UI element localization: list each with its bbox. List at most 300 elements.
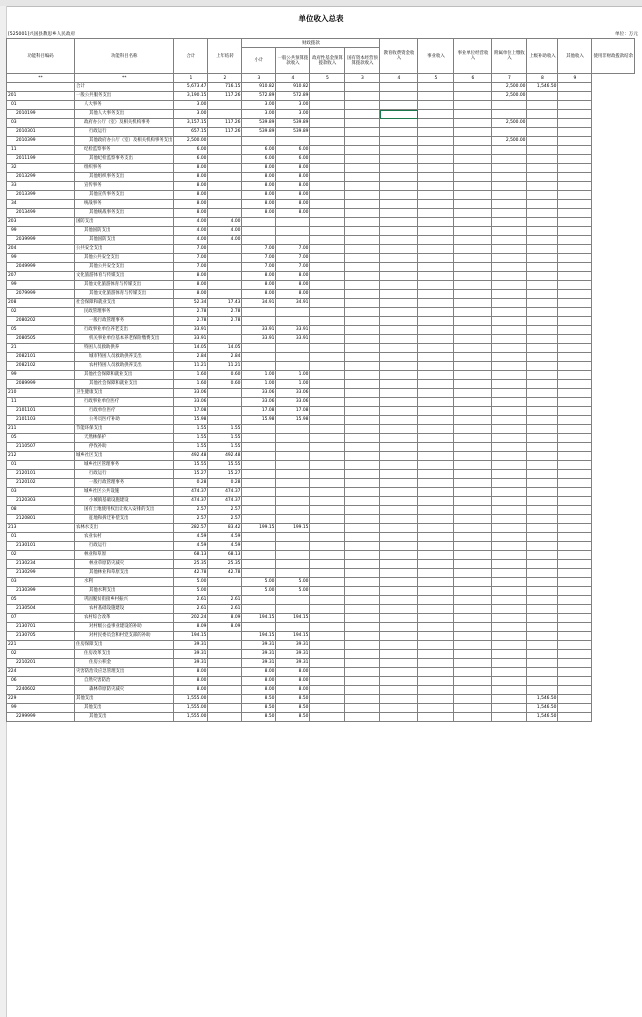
value-cell[interactable] — [527, 578, 558, 587]
value-cell[interactable]: 2,500.00 — [492, 119, 527, 128]
value-cell[interactable] — [380, 704, 418, 713]
value-cell[interactable] — [380, 641, 418, 650]
value-cell[interactable] — [454, 704, 492, 713]
value-cell[interactable]: 6.00 — [174, 155, 208, 164]
value-cell[interactable]: 39.31 — [276, 641, 310, 650]
value-cell[interactable] — [380, 362, 418, 371]
value-cell[interactable] — [492, 596, 527, 605]
value-cell[interactable] — [454, 533, 492, 542]
name-cell[interactable]: 森林草原防灾减灾 — [75, 686, 174, 695]
value-cell[interactable] — [527, 227, 558, 236]
value-cell[interactable]: 7.00 — [276, 263, 310, 272]
code-cell[interactable]: 224 — [7, 668, 75, 677]
value-cell[interactable] — [380, 263, 418, 272]
value-cell[interactable] — [276, 236, 310, 245]
value-cell[interactable] — [454, 164, 492, 173]
value-cell[interactable]: 539.89 — [242, 119, 276, 128]
value-cell[interactable]: 8.00 — [174, 209, 208, 218]
value-cell[interactable] — [242, 506, 276, 515]
value-cell[interactable] — [208, 155, 242, 164]
value-cell[interactable] — [527, 344, 558, 353]
value-cell[interactable] — [527, 659, 558, 668]
value-cell[interactable] — [242, 470, 276, 479]
value-cell[interactable] — [345, 326, 380, 335]
value-cell[interactable] — [492, 668, 527, 677]
value-cell[interactable] — [492, 497, 527, 506]
value-cell[interactable] — [558, 371, 592, 380]
value-cell[interactable]: 8.00 — [276, 272, 310, 281]
value-cell[interactable] — [454, 479, 492, 488]
value-cell[interactable] — [454, 335, 492, 344]
value-cell[interactable] — [527, 155, 558, 164]
value-cell[interactable]: 8.00 — [276, 677, 310, 686]
value-cell[interactable] — [454, 182, 492, 191]
value-cell[interactable] — [418, 308, 454, 317]
value-cell[interactable] — [276, 344, 310, 353]
value-cell[interactable] — [345, 425, 380, 434]
value-cell[interactable] — [492, 380, 527, 389]
value-cell[interactable] — [558, 551, 592, 560]
code-cell[interactable]: 2089999 — [7, 380, 75, 389]
value-cell[interactable] — [454, 524, 492, 533]
value-cell[interactable]: 202.24 — [174, 614, 208, 623]
value-cell[interactable]: 8.00 — [242, 677, 276, 686]
value-cell[interactable] — [208, 398, 242, 407]
value-cell[interactable]: 3.00 — [276, 101, 310, 110]
value-cell[interactable] — [345, 542, 380, 551]
value-cell[interactable] — [310, 488, 345, 497]
name-cell[interactable]: 公共安全支出 — [75, 245, 174, 254]
value-cell[interactable] — [242, 542, 276, 551]
value-cell[interactable] — [276, 542, 310, 551]
code-cell[interactable]: 21 — [7, 344, 75, 353]
value-cell[interactable] — [558, 227, 592, 236]
value-cell[interactable] — [527, 587, 558, 596]
code-cell[interactable]: 05 — [7, 596, 75, 605]
value-cell[interactable] — [310, 299, 345, 308]
value-cell[interactable] — [310, 641, 345, 650]
name-cell[interactable]: 统战事务 — [75, 200, 174, 209]
code-cell[interactable]: 2130234 — [7, 560, 75, 569]
value-cell[interactable] — [242, 434, 276, 443]
code-cell[interactable]: 229 — [7, 695, 75, 704]
value-cell[interactable] — [492, 407, 527, 416]
value-cell[interactable] — [418, 227, 454, 236]
value-cell[interactable]: 117.26 — [208, 128, 242, 137]
value-cell[interactable] — [418, 200, 454, 209]
code-cell[interactable]: 204 — [7, 245, 75, 254]
value-cell[interactable] — [454, 353, 492, 362]
code-cell[interactable]: 212 — [7, 452, 75, 461]
value-cell[interactable] — [310, 434, 345, 443]
value-cell[interactable] — [242, 461, 276, 470]
value-cell[interactable] — [418, 236, 454, 245]
value-cell[interactable]: 492.48 — [174, 452, 208, 461]
value-cell[interactable] — [208, 587, 242, 596]
value-cell[interactable]: 33.91 — [174, 326, 208, 335]
value-cell[interactable] — [527, 461, 558, 470]
value-cell[interactable] — [310, 596, 345, 605]
value-cell[interactable] — [558, 434, 592, 443]
code-cell[interactable]: 99 — [7, 371, 75, 380]
value-cell[interactable] — [558, 686, 592, 695]
value-cell[interactable] — [276, 461, 310, 470]
value-cell[interactable] — [310, 632, 345, 641]
name-cell[interactable]: 巩固脱贫衔接乡村振兴 — [75, 596, 174, 605]
value-cell[interactable]: 194.15 — [276, 632, 310, 641]
value-cell[interactable] — [527, 128, 558, 137]
value-cell[interactable] — [418, 497, 454, 506]
value-cell[interactable] — [345, 461, 380, 470]
value-cell[interactable]: 17.08 — [242, 407, 276, 416]
value-cell[interactable] — [492, 461, 527, 470]
value-cell[interactable] — [380, 398, 418, 407]
value-cell[interactable] — [310, 542, 345, 551]
value-cell[interactable] — [558, 704, 592, 713]
value-cell[interactable] — [418, 146, 454, 155]
value-cell[interactable] — [558, 128, 592, 137]
value-cell[interactable] — [454, 92, 492, 101]
name-cell[interactable]: 城市特困人员救助供养支出 — [75, 353, 174, 362]
name-cell[interactable]: 城乡社区公共设施 — [75, 488, 174, 497]
value-cell[interactable] — [310, 497, 345, 506]
value-cell[interactable] — [558, 398, 592, 407]
value-cell[interactable] — [418, 686, 454, 695]
value-cell[interactable] — [310, 218, 345, 227]
value-cell[interactable] — [310, 587, 345, 596]
value-cell[interactable] — [310, 371, 345, 380]
name-cell[interactable]: 城乡社区管理事务 — [75, 461, 174, 470]
value-cell[interactable] — [310, 101, 345, 110]
value-cell[interactable] — [310, 272, 345, 281]
name-cell[interactable]: 其他文化旅游体育与传媒支出 — [75, 281, 174, 290]
value-cell[interactable] — [492, 227, 527, 236]
value-cell[interactable] — [558, 119, 592, 128]
value-cell[interactable]: 1.60 — [174, 371, 208, 380]
value-cell[interactable]: 474.37 — [174, 488, 208, 497]
value-cell[interactable]: 42.78 — [174, 569, 208, 578]
value-cell[interactable] — [345, 713, 380, 722]
value-cell[interactable] — [492, 650, 527, 659]
value-cell[interactable] — [454, 587, 492, 596]
value-cell[interactable] — [418, 290, 454, 299]
value-cell[interactable] — [418, 182, 454, 191]
value-cell[interactable] — [380, 443, 418, 452]
value-cell[interactable] — [418, 713, 454, 722]
value-cell[interactable] — [527, 560, 558, 569]
value-cell[interactable] — [380, 416, 418, 425]
column-index-cell[interactable]: 1 — [174, 74, 208, 83]
value-cell[interactable] — [380, 686, 418, 695]
value-cell[interactable]: 33.91 — [276, 326, 310, 335]
column-index-cell[interactable]: 2 — [208, 74, 242, 83]
value-cell[interactable] — [242, 569, 276, 578]
value-cell[interactable] — [558, 335, 592, 344]
value-cell[interactable] — [208, 245, 242, 254]
value-cell[interactable] — [418, 488, 454, 497]
column-index-cell[interactable]: 4 — [276, 74, 310, 83]
value-cell[interactable]: 8.00 — [242, 191, 276, 200]
value-cell[interactable] — [242, 443, 276, 452]
value-cell[interactable] — [380, 218, 418, 227]
name-cell[interactable]: 民政管理事务 — [75, 308, 174, 317]
code-cell[interactable]: 06 — [7, 677, 75, 686]
value-cell[interactable] — [527, 308, 558, 317]
value-cell[interactable] — [418, 470, 454, 479]
value-cell[interactable] — [380, 128, 418, 137]
value-cell[interactable] — [454, 146, 492, 155]
value-cell[interactable]: 8.00 — [174, 200, 208, 209]
value-cell[interactable] — [208, 389, 242, 398]
value-cell[interactable] — [345, 407, 380, 416]
value-cell[interactable] — [345, 146, 380, 155]
value-cell[interactable] — [527, 281, 558, 290]
value-cell[interactable] — [527, 137, 558, 146]
value-cell[interactable] — [345, 263, 380, 272]
value-cell[interactable]: 6.00 — [276, 155, 310, 164]
value-cell[interactable]: 4.00 — [208, 218, 242, 227]
value-cell[interactable] — [345, 686, 380, 695]
value-cell[interactable] — [310, 560, 345, 569]
code-cell[interactable]: 11 — [7, 398, 75, 407]
value-cell[interactable]: 1,555.00 — [174, 713, 208, 722]
value-cell[interactable] — [558, 92, 592, 101]
name-cell[interactable]: 宣传事务 — [75, 182, 174, 191]
value-cell[interactable] — [418, 524, 454, 533]
column-index-cell[interactable]: 7 — [492, 74, 527, 83]
value-cell[interactable] — [380, 632, 418, 641]
value-cell[interactable]: 4.59 — [208, 533, 242, 542]
value-cell[interactable]: 5.00 — [276, 587, 310, 596]
name-cell[interactable]: 其他社会保障和就业支出 — [75, 380, 174, 389]
value-cell[interactable]: 2.78 — [174, 317, 208, 326]
value-cell[interactable] — [492, 155, 527, 164]
value-cell[interactable] — [345, 155, 380, 164]
name-cell[interactable]: 林业和草原 — [75, 551, 174, 560]
value-cell[interactable]: 6.00 — [242, 146, 276, 155]
value-cell[interactable] — [380, 506, 418, 515]
value-cell[interactable] — [492, 641, 527, 650]
code-cell[interactable]: 210 — [7, 389, 75, 398]
value-cell[interactable]: 11.21 — [208, 362, 242, 371]
value-cell[interactable] — [558, 254, 592, 263]
value-cell[interactable] — [242, 605, 276, 614]
code-cell[interactable]: 03 — [7, 119, 75, 128]
value-cell[interactable]: 8.50 — [276, 704, 310, 713]
value-cell[interactable] — [242, 317, 276, 326]
value-cell[interactable] — [418, 380, 454, 389]
value-cell[interactable] — [276, 425, 310, 434]
value-cell[interactable] — [345, 614, 380, 623]
value-cell[interactable] — [345, 605, 380, 614]
value-cell[interactable] — [345, 569, 380, 578]
value-cell[interactable] — [345, 650, 380, 659]
value-cell[interactable] — [558, 407, 592, 416]
code-cell[interactable]: 02 — [7, 551, 75, 560]
value-cell[interactable]: 4.59 — [174, 533, 208, 542]
value-cell[interactable] — [418, 569, 454, 578]
value-cell[interactable] — [492, 290, 527, 299]
value-cell[interactable] — [492, 551, 527, 560]
value-cell[interactable]: 33.91 — [242, 326, 276, 335]
value-cell[interactable]: 33.91 — [276, 335, 310, 344]
value-cell[interactable]: 4.00 — [174, 236, 208, 245]
value-cell[interactable] — [492, 164, 527, 173]
value-cell[interactable] — [345, 101, 380, 110]
value-cell[interactable] — [492, 389, 527, 398]
value-cell[interactable]: 4.59 — [174, 542, 208, 551]
code-cell[interactable]: 34 — [7, 200, 75, 209]
value-cell[interactable]: 8.00 — [242, 200, 276, 209]
value-cell[interactable] — [558, 263, 592, 272]
value-cell[interactable] — [558, 614, 592, 623]
value-cell[interactable] — [492, 263, 527, 272]
value-cell[interactable] — [310, 452, 345, 461]
value-cell[interactable] — [345, 641, 380, 650]
value-cell[interactable] — [310, 443, 345, 452]
value-cell[interactable]: 8.00 — [174, 182, 208, 191]
value-cell[interactable] — [276, 227, 310, 236]
value-cell[interactable] — [380, 533, 418, 542]
value-cell[interactable] — [242, 515, 276, 524]
value-cell[interactable] — [418, 551, 454, 560]
value-cell[interactable] — [380, 290, 418, 299]
name-cell[interactable]: 行政单位医疗 — [75, 407, 174, 416]
value-cell[interactable] — [208, 146, 242, 155]
value-cell[interactable]: 39.31 — [276, 650, 310, 659]
value-cell[interactable] — [345, 362, 380, 371]
value-cell[interactable] — [208, 686, 242, 695]
value-cell[interactable] — [380, 236, 418, 245]
value-cell[interactable] — [454, 254, 492, 263]
column-index-cell[interactable]: 6 — [454, 74, 492, 83]
value-cell[interactable]: 2,500.00 — [174, 137, 208, 146]
value-cell[interactable]: 910.82 — [276, 83, 310, 92]
value-cell[interactable]: 33.91 — [242, 335, 276, 344]
code-cell[interactable]: 02 — [7, 650, 75, 659]
value-cell[interactable] — [310, 326, 345, 335]
value-cell[interactable] — [418, 164, 454, 173]
value-cell[interactable] — [558, 299, 592, 308]
value-cell[interactable] — [380, 335, 418, 344]
value-cell[interactable] — [208, 335, 242, 344]
value-cell[interactable] — [345, 245, 380, 254]
value-cell[interactable] — [418, 317, 454, 326]
value-cell[interactable] — [527, 209, 558, 218]
value-cell[interactable] — [310, 164, 345, 173]
value-cell[interactable]: 8.00 — [174, 173, 208, 182]
name-cell[interactable]: 特困人员救助供养 — [75, 344, 174, 353]
value-cell[interactable]: 572.89 — [242, 92, 276, 101]
value-cell[interactable] — [418, 92, 454, 101]
value-cell[interactable] — [558, 650, 592, 659]
value-cell[interactable] — [527, 479, 558, 488]
value-cell[interactable] — [492, 101, 527, 110]
value-cell[interactable] — [492, 326, 527, 335]
value-cell[interactable]: 3.00 — [276, 110, 310, 119]
column-index-cell[interactable]: 4 — [380, 74, 418, 83]
value-cell[interactable] — [558, 362, 592, 371]
value-cell[interactable]: 33.06 — [276, 398, 310, 407]
value-cell[interactable] — [418, 110, 454, 119]
value-cell[interactable] — [418, 254, 454, 263]
value-cell[interactable] — [380, 380, 418, 389]
value-cell[interactable] — [418, 515, 454, 524]
value-cell[interactable] — [242, 497, 276, 506]
name-cell[interactable]: 农村基础设施建设 — [75, 605, 174, 614]
value-cell[interactable]: 2,500.00 — [492, 83, 527, 92]
code-cell[interactable]: 32 — [7, 164, 75, 173]
value-cell[interactable] — [276, 434, 310, 443]
value-cell[interactable] — [558, 110, 592, 119]
value-cell[interactable] — [558, 272, 592, 281]
value-cell[interactable] — [418, 83, 454, 92]
code-cell[interactable]: 211 — [7, 425, 75, 434]
value-cell[interactable] — [380, 677, 418, 686]
value-cell[interactable] — [454, 380, 492, 389]
value-cell[interactable] — [345, 92, 380, 101]
value-cell[interactable] — [454, 200, 492, 209]
value-cell[interactable]: 33.06 — [174, 398, 208, 407]
value-cell[interactable] — [418, 605, 454, 614]
value-cell[interactable] — [492, 506, 527, 515]
value-cell[interactable] — [492, 515, 527, 524]
value-cell[interactable] — [492, 236, 527, 245]
value-cell[interactable]: 2.78 — [208, 317, 242, 326]
value-cell[interactable] — [380, 659, 418, 668]
value-cell[interactable]: 1.55 — [174, 434, 208, 443]
value-cell[interactable]: 52.34 — [174, 299, 208, 308]
value-cell[interactable] — [345, 227, 380, 236]
value-cell[interactable] — [418, 587, 454, 596]
value-cell[interactable] — [310, 668, 345, 677]
value-cell[interactable] — [492, 398, 527, 407]
value-cell[interactable] — [208, 407, 242, 416]
code-cell[interactable]: 07 — [7, 614, 75, 623]
value-cell[interactable] — [492, 578, 527, 587]
value-cell[interactable] — [454, 299, 492, 308]
value-cell[interactable]: 4.00 — [174, 218, 208, 227]
value-cell[interactable] — [418, 641, 454, 650]
code-cell[interactable]: 01 — [7, 461, 75, 470]
value-cell[interactable] — [276, 506, 310, 515]
value-cell[interactable] — [454, 515, 492, 524]
name-cell[interactable]: 一般行政管理事务 — [75, 317, 174, 326]
value-cell[interactable] — [345, 254, 380, 263]
value-cell[interactable] — [310, 245, 345, 254]
value-cell[interactable] — [380, 173, 418, 182]
value-cell[interactable] — [418, 443, 454, 452]
value-cell[interactable] — [492, 713, 527, 722]
code-cell[interactable]: 208 — [7, 299, 75, 308]
value-cell[interactable] — [276, 443, 310, 452]
value-cell[interactable]: 8.00 — [276, 668, 310, 677]
value-cell[interactable]: 1,546.50 — [527, 83, 558, 92]
value-cell[interactable] — [208, 254, 242, 263]
value-cell[interactable]: 2.57 — [208, 506, 242, 515]
value-cell[interactable] — [527, 515, 558, 524]
name-cell[interactable]: 征地和拆迁补偿支出 — [75, 515, 174, 524]
code-cell[interactable]: 2082101 — [7, 353, 75, 362]
value-cell[interactable] — [558, 344, 592, 353]
column-index-cell[interactable]: 3 — [345, 74, 380, 83]
value-cell[interactable]: 492.48 — [208, 452, 242, 461]
value-cell[interactable] — [418, 281, 454, 290]
value-cell[interactable] — [345, 308, 380, 317]
code-cell[interactable]: 2210201 — [7, 659, 75, 668]
value-cell[interactable]: 7.00 — [174, 245, 208, 254]
value-cell[interactable] — [380, 713, 418, 722]
